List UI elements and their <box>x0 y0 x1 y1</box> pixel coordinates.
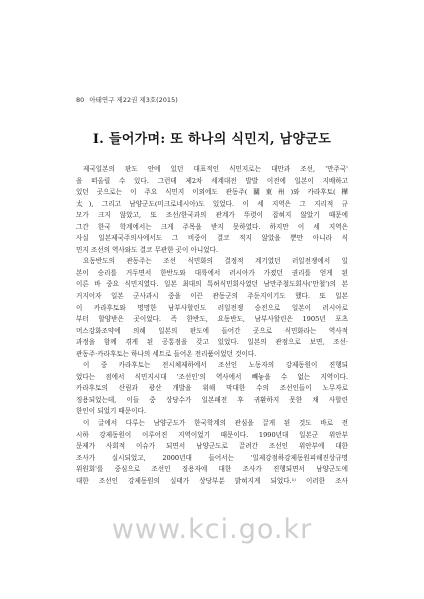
text-line: 이 글에서 다루는 남양군도가 한국학계의 관심을 끌게 된 것도 바로 전 <box>83 419 348 428</box>
text-line: 카라후토의 산림과 광산 개발을 위해 막대한 수의 조선인들이 노무자로 <box>76 384 348 393</box>
text-line: 거지이자 일본 군사과시 중을 이끈 관동군의 주둔지이기도 했다. 또 일본 <box>76 292 348 301</box>
text-line: 을 떠올릴 수 있다. 그런데 제2차 세계대전 발발 이전에 일본이 지배하고 <box>76 176 348 185</box>
text-line: 이 카라후토와 명명한 남부사할린도 러일전쟁 승전으로 일본이 러시아로 <box>76 303 348 312</box>
text-line: 시하 강제동원이 이루어진 지역이었기 때문이다. 1990년대 일본군 위안부 <box>76 430 348 439</box>
text-line: 과정을 함께 겪게 된 공통점을 갖고 있었다. 일본의 관점으로 보면, 조선· <box>76 338 348 347</box>
text-line: 조사가 실시되었고, 2000년대 들어서는 '일제강점하강제동원피해진상규명 <box>76 453 348 462</box>
text-line: 문제가 사회적 이슈가 되면서 남양군도로 끌려간 조선인 위안부에 대한 <box>76 442 348 451</box>
text-line: 부터 할양받은 곳이었다. 즉 한반도, 요동반도, 남부사할린은 1905년 포츠 <box>76 315 348 324</box>
text-line: 사실 일본제국주의사에서도 그 비중이 결코 적지 않았을 뿐만 아니라 식 <box>76 234 348 243</box>
running-head <box>76 95 178 104</box>
text-line: 제국일본의 판도 안에 있던 대표적인 식민지로는 대만과 조선, '만주국' <box>83 165 348 173</box>
text-line: 었다는 점에서 식민지시대 '조선인'의 역사에서 빼놓을 수 없는 지역이다. <box>76 372 348 381</box>
text-line: 본이 승리를 거두면서 한반도와 대륙에서 러시아가 가졌던 권리를 얻게 된 <box>76 268 348 277</box>
text-line: 太), 그리고 남양군도(미크로네시아)도 있었다. 이 세 지역은 그 지리적 규 <box>76 199 348 208</box>
page-number: 80 <box>76 96 85 104</box>
text-line: 있던 곳으로는 이 주요 식민지 이외에도 관동주(關東州)와 카라후토(樺 <box>76 188 348 197</box>
section-title: Ⅰ. 들어가며: 또 하나의 식민지, 남양군도 <box>92 132 332 147</box>
journal-title: 아태연구 제22권 제3호(2015) <box>89 96 178 104</box>
text-line: 머스강화조약에 의해 일본의 판도에 들어간 곳으로 식민화라는 역사적 <box>76 326 348 335</box>
text-line: 요동반도의 관동주는 조선 식민화의 결정적 계기였던 러일전쟁에서 일 <box>83 257 348 266</box>
text-line: 이른 바 중요 식민지였다. 일본 최대의 특허식민회사였던 남만주철도회사('만철')의 본 <box>76 280 348 289</box>
text-line: 민지 조선의 역사와도 결코 무관한 곳이 아니었다. <box>76 245 219 254</box>
text-line: 관동주·카라후토는 하나의 세트로 들어온 전리품이었던 것이다. <box>76 349 257 358</box>
text-line: 모가 크지 않았고, 또 조선/한국과의 관계가 뚜렷이 잡혀지 않았기 때문에 <box>76 211 348 220</box>
text-line: 대한 조선인 강제동원의 실태가 상당부분 밝혀지게 되었다.¹⁾ 이러한 조사 <box>76 476 348 485</box>
text-line: 한인이 되었기 때문이다. <box>76 407 146 416</box>
watermark: www.kci.go.kr <box>111 514 313 545</box>
text-line: 그간 한국 학계에서는 크게 주목을 받지 못하였다. 하지만 이 세 지역은 <box>76 222 348 231</box>
text-line: 징용되었는데, 이들 중 상당수가 일본패전 후 귀환하지 못한 채 사할린 <box>76 395 348 404</box>
body-text <box>76 164 348 487</box>
text-line: 위원회'를 중심으로 조선인 징용자에 대한 조사가 진행되면서 남양군도에 <box>76 465 348 474</box>
text-line: 이 중 카라후토는 전시체제하에서 조선인 노동자의 강제동원이 진행되 <box>83 361 348 370</box>
